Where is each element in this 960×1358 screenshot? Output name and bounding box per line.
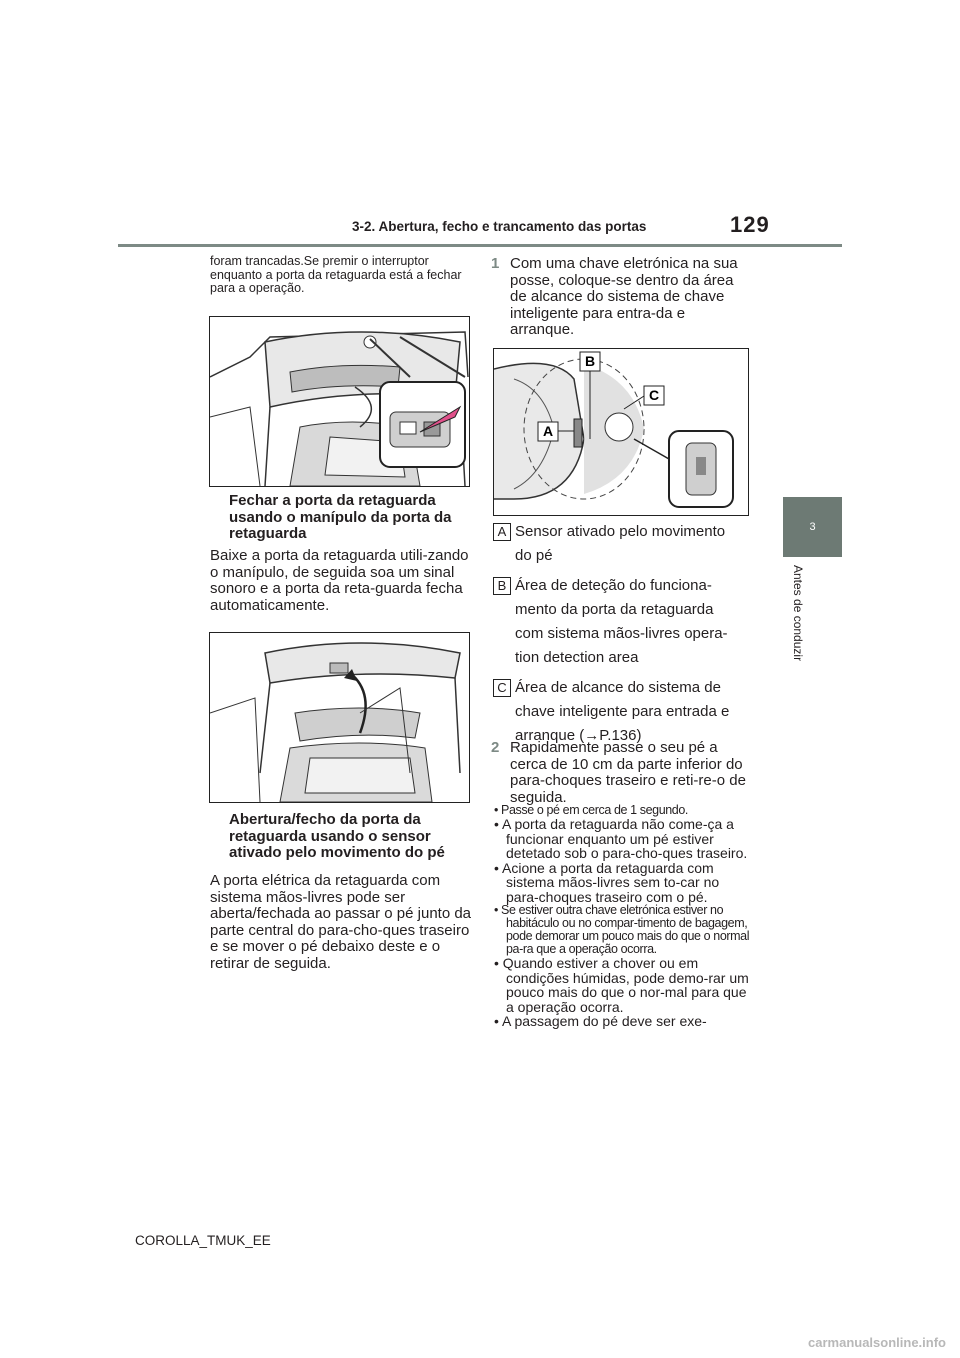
tailgate-open-illustration [210, 633, 469, 802]
figure-detection-area [493, 348, 749, 516]
figure-open-tailgate [209, 632, 470, 803]
note-item: • A passagem do pé deve ser exe- [494, 1013, 707, 1029]
figure-label-b: B [584, 353, 596, 369]
legend-key-b: B [493, 577, 511, 595]
tailgate-switch-illustration [210, 317, 469, 486]
chapter-tab[interactable]: 3 [783, 497, 842, 557]
legend-item-b: B Área de deteção do funciona- mento da porta da retaguarda com sistema mãos-livres opera- tion detection area [493, 574, 753, 670]
note-item: • Quando estiver a chover ou em condições húmidas, pode demo-rar um pouco mais do que o nor-mal para que a operação ocorra. [494, 955, 749, 1015]
intro-text: foram trancadas.Se premir o interruptor enquanto a porta da retaguarda está a fechar para a operação. [210, 254, 462, 295]
document-code: COROLLA_TMUK_EE [135, 1233, 271, 1248]
note-item: • Acione a porta da retaguarda com sistema mãos-livres sem to-car no para-choques traseiro com o pé. [494, 859, 720, 905]
step-2-text: Rapidamente passe o seu pé a cerca de 10 cm da parte inferior do para-choques traseiro e reti-re-o de seguida. [510, 739, 746, 806]
note-item: • Passe o pé em cerca de 1 segundo. [494, 803, 688, 817]
chapter-label: Antes de conduzir [791, 565, 805, 662]
section-title: 3-2. Abertura, fecho e trancamento das portas [352, 219, 647, 234]
page-number: 129 [730, 212, 770, 237]
step-1-text: Com uma chave eletrónica na sua posse, coloque-se dentro da área de alcance do sistema de chave inteligente para entra-da e arranque. [510, 255, 738, 338]
heading-foot-sensor: Abertura/fecho da porta da retaguarda usando o sensor ativado pelo movimento do pé [229, 811, 445, 861]
foot-sensor-text: A porta elétrica da retaguarda com sistema mãos-livres pode ser aberta/fechada ao passar o pé junto da parte central do para-cho-ques traseiro e se mover o pé debaixo deste e o retirar de seguida. [210, 872, 472, 972]
page-reference-link[interactable]: arranque (→P.136) [515, 727, 642, 744]
detection-area-illustration [494, 349, 748, 515]
heading-close-tailgate: Fechar a porta da retaguarda usando o manípulo da porta da retaguarda [229, 492, 452, 542]
step-1-number: 1 [491, 255, 500, 272]
figure-legend [493, 520, 753, 748]
notes-list [494, 804, 750, 1029]
note-item: • A porta da retaguarda não come-ça a funcionar enquanto um pé estiver detetado sob o para-cho-ques traseiro. [494, 816, 748, 861]
legend-item-c: C Área de alcance do sistema de chave inteligente para entrada e arranque (→P.136) [493, 676, 753, 748]
step-2-number: 2 [491, 739, 500, 756]
figure-close-tailgate [209, 316, 470, 487]
legend-key-c: C [493, 679, 511, 697]
note-item: • Se estiver outra chave eletrónica estiver no habitáculo ou no compar-timento de bagagem, pode demorar um pouco mais do que o normal pa-ra que a operação ocorra. [494, 903, 750, 956]
figure-label-a: A [542, 423, 554, 439]
figure-label-c: C [648, 387, 660, 403]
close-tailgate-text: Baixe a porta da retaguarda utili-zando o manípulo, de seguida soa um sinal sonoro e a porta da reta-guarda fecha automaticamente. [210, 547, 469, 614]
watermark: carmanualsonline.info [808, 1335, 946, 1350]
header-rule [118, 244, 842, 247]
legend-item-a: A Sensor ativado pelo movimento do pé [493, 520, 753, 568]
legend-key-a: A [493, 523, 511, 541]
